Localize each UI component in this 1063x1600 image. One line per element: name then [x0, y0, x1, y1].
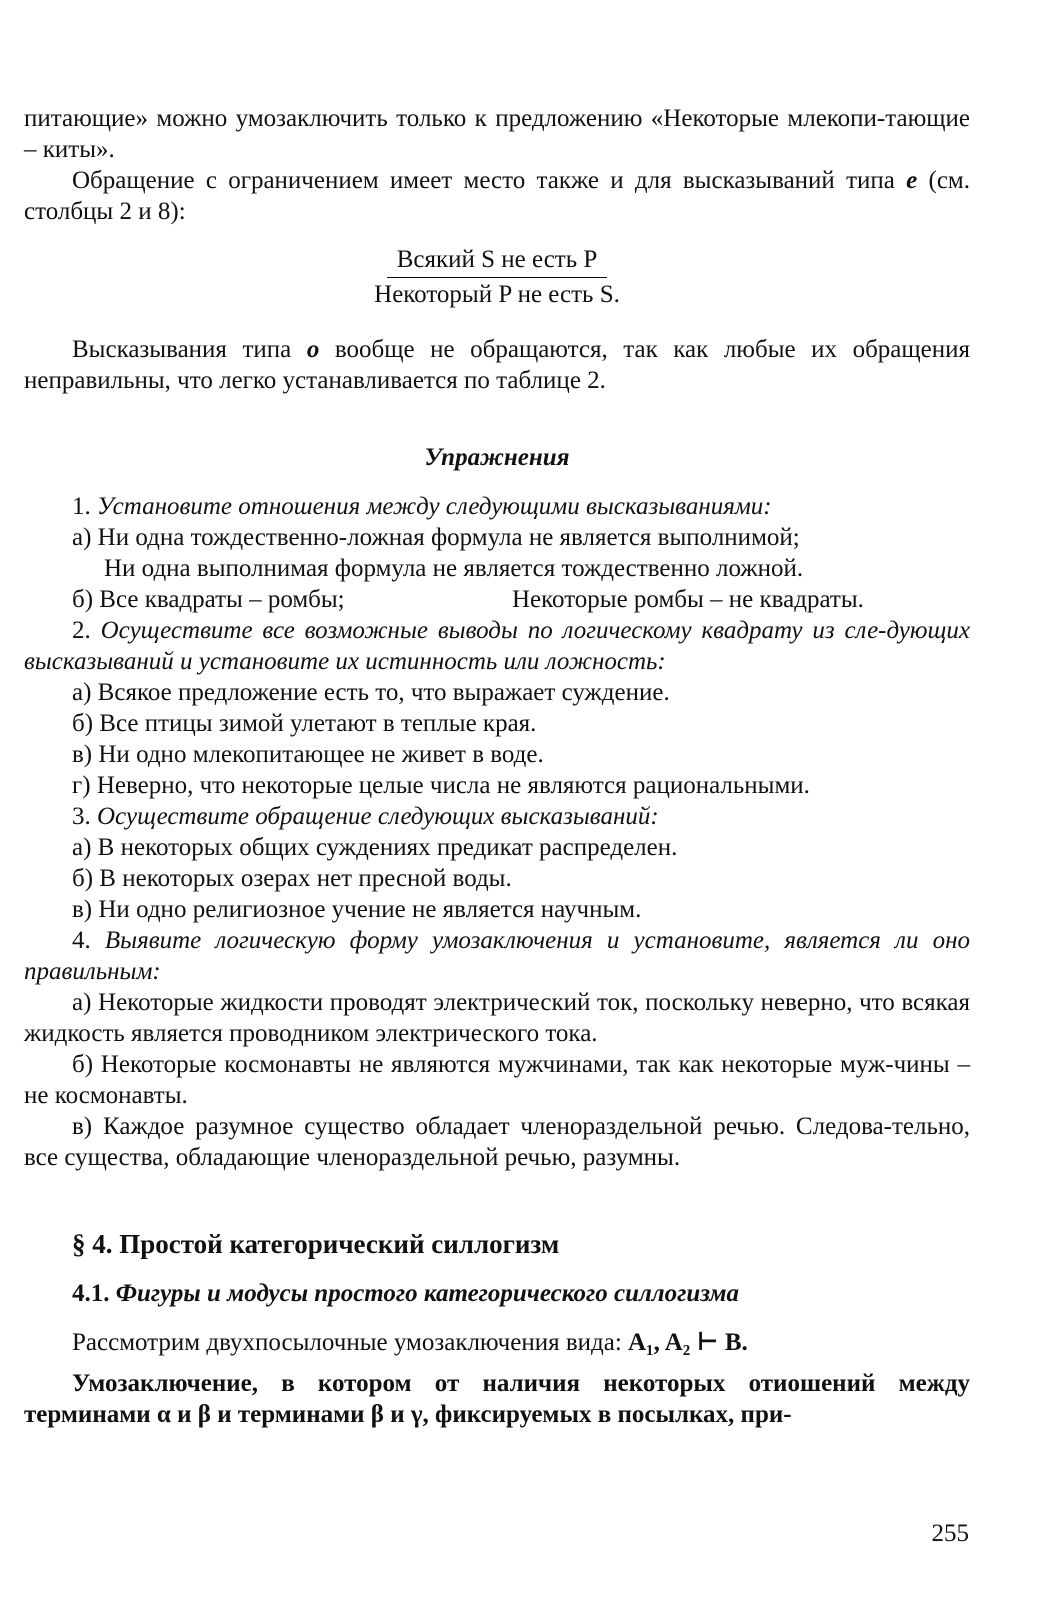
exercise-2-d: г) Неверно, что некоторые целые числа не являются рациональными.: [72, 772, 810, 799]
var-o: o: [306, 336, 320, 363]
subsection-name: Фигуры и модусы простого категорического силлогизма: [115, 1280, 740, 1307]
inference-rule: [24, 245, 970, 310]
text-span: Высказывания типа: [72, 336, 307, 363]
paragraph-3: [24, 334, 970, 396]
exercise-number: 2.: [72, 617, 101, 644]
text-span: (см. столбцы 2 и 8):: [24, 167, 970, 225]
exercise-2-b: б) Все птицы зимой улетают в теплые края.: [72, 710, 537, 737]
text-span: Рассмотрим двухпосылочные умозаключения вида:: [72, 1329, 629, 1356]
exercise-1-a-line2: Ни одна выполнимая формула не является тождественно ложной.: [104, 555, 804, 582]
exercise-2-c: в) Ни одно млекопитающее не живет в воде.: [72, 741, 544, 768]
exercise-number: 4.: [72, 927, 105, 954]
intro-paragraph-1: питающие» можно умозаключить только к предложению «Некоторые млекопи-тающие – киты».: [24, 105, 970, 163]
exercise-2-task: [24, 615, 970, 677]
intro-paragraph-2: [24, 165, 970, 227]
exercise-3-a: а) В некоторых общих суждениях предикат распределен.: [72, 834, 678, 861]
exercise-4-b: б) Некоторые космонавты не являются мужчинами, так как некоторые муж-чины – не космонавты.: [24, 1051, 970, 1109]
var-e: e: [906, 167, 918, 194]
exercise-task-text: Выявите логическую форму умозаключения и установите, является ли оно правильным:: [24, 927, 970, 985]
exercise-task-text: Осуществите обращение следующих высказываний:: [97, 803, 659, 830]
exercise-2-a: а) Всякое предложение есть то, что выражает суждение.: [72, 679, 670, 706]
rule-denominator: Некоторый P не есть S.: [374, 281, 620, 308]
exercise-3-c: в) Ни одно религиозное учение не является научным.: [72, 896, 642, 923]
text-span: Обращение с ограничением имеет место также и для высказываний типа: [72, 167, 907, 194]
exercise-1-task: [24, 491, 970, 522]
section-title: § 4. Простой категорический силлогизм: [72, 1229, 560, 1259]
subsection-title: [24, 1278, 970, 1309]
rule-numerator: Всякий S не есть P: [387, 245, 608, 278]
exercise-number: 3.: [72, 803, 97, 830]
page-content: [24, 103, 970, 1430]
exercise-3-b: б) В некоторых озерах нет пресной воды.: [72, 865, 512, 892]
exercise-1-b: [24, 584, 970, 615]
exercise-4-a: а) Некоторые жидкости проводят электрический ток, поскольку неверно, что всякая жидкость является проводником электрического тока.: [24, 989, 970, 1047]
section-paragraph-2: Умозаключение, в котором от наличия некоторых отиошений между терминами α и β и терминами β и γ, фиксируемых в посылках, при-: [24, 1370, 970, 1428]
exercise-1-b-left: б) Все квадраты – ромбы;: [72, 586, 345, 613]
exercise-4-task: [24, 925, 970, 987]
exercise-task-text: Осуществите все возможные выводы по логическому квадрату из сле-дующих высказываний и установите их истинность или ложность:: [24, 617, 970, 675]
section-paragraph-1: [24, 1327, 970, 1358]
exercises-heading: Упражнения: [424, 444, 570, 471]
exercise-4-c: в) Каждое разумное существо обладает членораздельной речью. Следова-тельно, все существа, обладающие членораздельной речью, разумны.: [24, 1113, 970, 1171]
page-number: 255: [931, 1520, 969, 1547]
text-span: вообще не обращаются, так как любые их обращения неправильны, что легко устанавливается по таблице 2.: [24, 336, 970, 394]
exercise-task-text: Установите отношения между следующими высказываниями:: [97, 493, 772, 520]
exercise-3-task: [24, 801, 970, 832]
exercise-1-a-line1: а) Ни одна тождественно-ложная формула не является выполнимой;: [72, 524, 800, 551]
formula: A₁, A₂ ⊢ B.: [628, 1329, 748, 1356]
exercise-number: 1.: [72, 493, 97, 520]
exercise-1-b-right: Некоторые ромбы – не квадраты.: [512, 586, 864, 613]
subsection-number: 4.1.: [72, 1280, 116, 1307]
